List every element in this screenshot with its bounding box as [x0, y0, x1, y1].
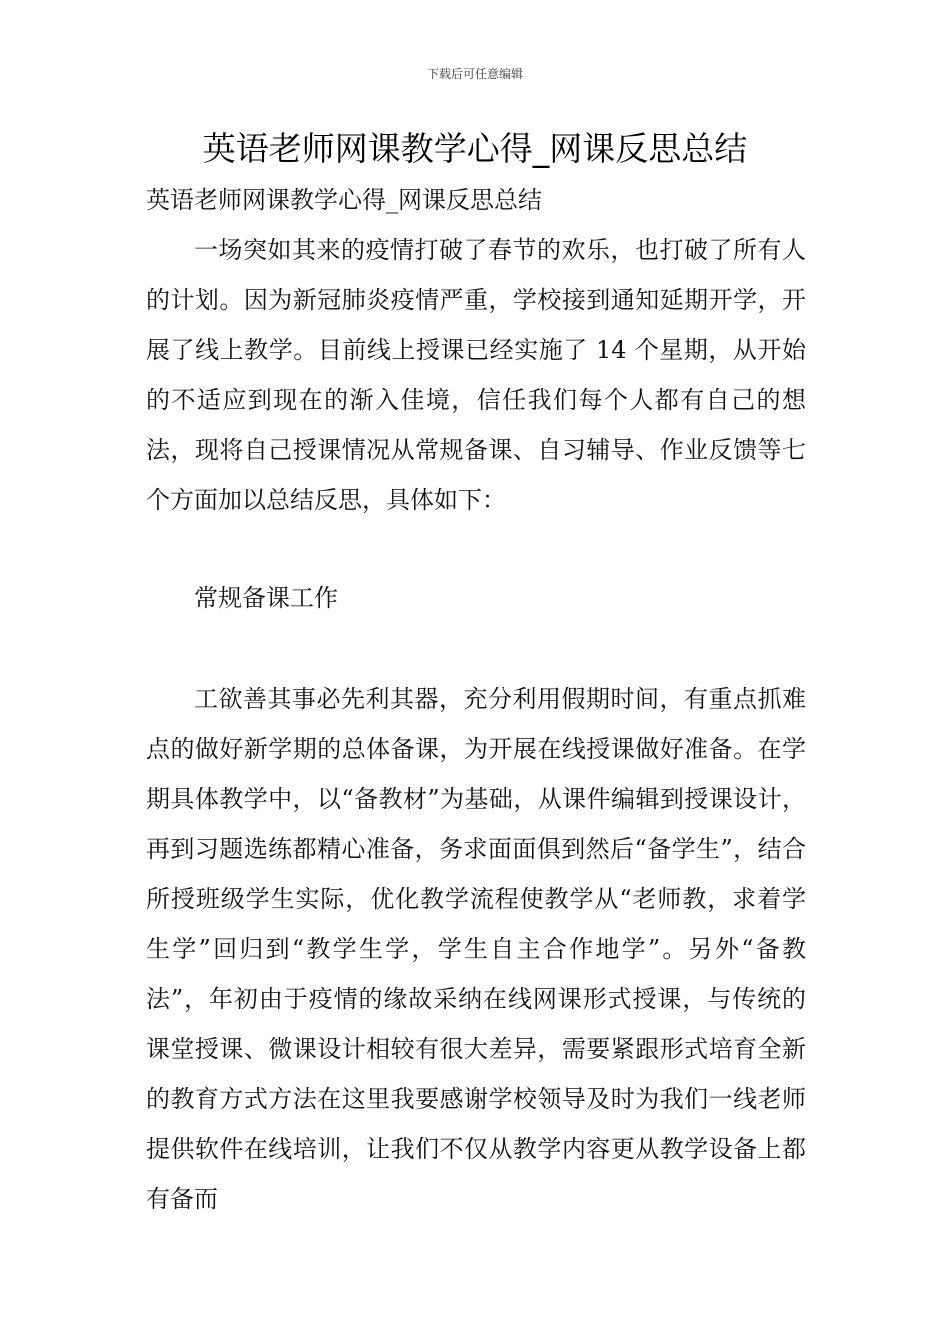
header-note: 下载后可任意编辑 — [426, 67, 523, 81]
document-title: 英语老师网课教学心得_网课反思总结 — [202, 129, 748, 168]
intro-paragraph: 一场突如其来的疫情打破了春节的欢乐，也打破了所有人的计划。因为新冠肺炎疫情严重，学校接到通知延期开学，开展了线上教学。目前线上授课已经实施了 14 个星期，从开始的不适应到现在的渐入佳境，信任我们每个人都有自己的想法，现将自己授课情况从常规备课、自习辅导、作业反馈等七个方面加以总结反思，具体如下： — [146, 236, 806, 514]
document-subtitle: 英语老师网课教学心得_网课反思总结 — [146, 186, 542, 214]
section-paragraph: 工欲善其事必先利其器，充分利用假期时间，有重点抓难点的做好新学期的总体备课，为开展在线授课做好准备。在学期具体教学中，以“备教材”为基础，从课件编辑到授课设计，再到习题选练都精心准备，务求面面俱到然后“备学生”，结合所授班级学生实际，优化教学流程使教学从“老师教，求着学生学”回归到“教学生学，学生自主合作地学”。另外“备教法”，年初由于疫情的缘故采纳在线网课形式授课，与传统的课堂授课、微课设计相较有很大差异，需要紧跟形式培育全新的教育方式方法在这里我要感谢学校领导及时为我们一线老师提供软件在线培训，让我们不仅从教学内容更从教学设备上都有备而 — [146, 685, 806, 1213]
section-heading: 常规备课工作 — [194, 584, 338, 612]
